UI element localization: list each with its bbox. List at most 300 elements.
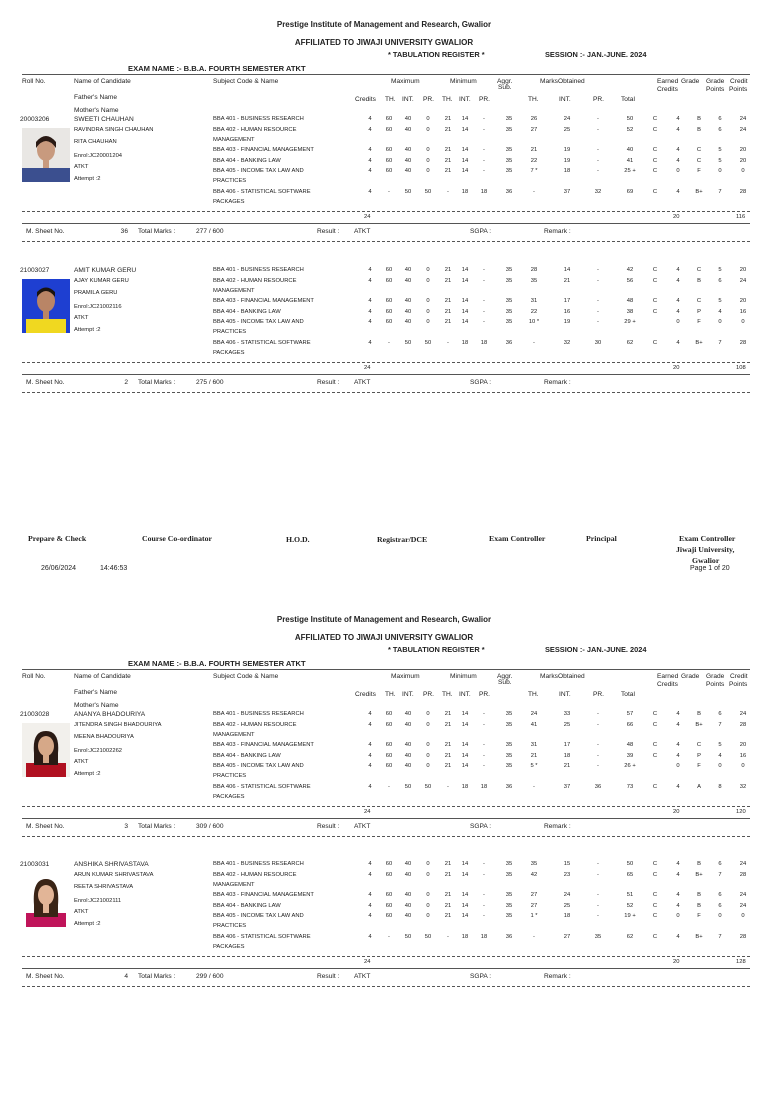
subject-mth: 60 bbox=[385, 722, 393, 728]
enrolment-number: Enrol:JC21002262 bbox=[74, 748, 123, 754]
subject-gp: 6 bbox=[718, 116, 722, 122]
subject-ec: 4 bbox=[676, 298, 680, 304]
column-header-th: TH. bbox=[385, 691, 396, 698]
subject-nint: 14 bbox=[461, 158, 469, 164]
subject-npr: - bbox=[483, 168, 485, 174]
mother-name: MEENA BHADOURIYA bbox=[74, 734, 134, 740]
subject-oint: 33 bbox=[563, 711, 571, 717]
header-rule bbox=[22, 669, 750, 670]
subject-cp: 0 bbox=[741, 168, 745, 174]
subject-mint: 40 bbox=[404, 147, 412, 153]
subject-name: BBA 403 - FINANCIAL MANAGEMENT bbox=[213, 298, 314, 304]
subject-c: 4 bbox=[368, 742, 372, 748]
subject-g: P bbox=[697, 309, 701, 315]
subject-c: 4 bbox=[368, 158, 372, 164]
subject-ec: 4 bbox=[676, 722, 680, 728]
subject-mpr: 0 bbox=[426, 892, 430, 898]
subject-ec: 4 bbox=[676, 784, 680, 790]
column-header-points2: Points bbox=[729, 86, 748, 93]
subject-npr: - bbox=[483, 319, 485, 325]
subject-gp: 6 bbox=[718, 903, 722, 909]
subject-oth: 27 bbox=[530, 892, 538, 898]
subject-cp: 16 bbox=[739, 309, 747, 315]
subject-oint: 17 bbox=[563, 298, 571, 304]
total-earned-credits: 20 bbox=[673, 959, 680, 965]
subject-nint: 18 bbox=[461, 934, 469, 940]
subject-nth: - bbox=[447, 784, 449, 790]
attempt-count: Attempt :2 bbox=[74, 771, 101, 777]
subject-mint: 50 bbox=[404, 934, 412, 940]
subject-mpr: 0 bbox=[426, 903, 430, 909]
subject-nth: 21 bbox=[444, 147, 452, 153]
subject-tot: 69 bbox=[626, 189, 634, 195]
subject-npr: - bbox=[483, 903, 485, 909]
subject-mpr: 0 bbox=[426, 872, 430, 878]
subject-oth: 24 bbox=[530, 711, 538, 717]
column-header-father: Father's Name bbox=[74, 689, 118, 696]
subject-cp: 28 bbox=[739, 872, 747, 878]
subject-fl: C bbox=[652, 127, 658, 133]
subject-g: C bbox=[696, 298, 702, 304]
subject-oint: 16 bbox=[563, 309, 571, 315]
subject-c: 4 bbox=[368, 278, 372, 284]
subject-nth: 21 bbox=[444, 278, 452, 284]
subject-fl: C bbox=[652, 158, 658, 164]
institute-title: Prestige Institute of Management and Research, Gwalior bbox=[276, 20, 492, 29]
column-header-marks_obtained: MarksObtained bbox=[540, 78, 585, 85]
subject-mint: 40 bbox=[404, 298, 412, 304]
column-header-credits: Credits bbox=[355, 691, 376, 698]
subject-opr: - bbox=[597, 147, 599, 153]
subject-name: BBA 401 - BUSINESS RESEARCH bbox=[213, 267, 304, 273]
column-header-th: TH. bbox=[442, 691, 453, 698]
msheet-number: 4 bbox=[124, 973, 128, 980]
subject-npr: - bbox=[483, 267, 485, 273]
subject-g: C bbox=[696, 742, 702, 748]
msheet-number: 36 bbox=[120, 228, 128, 235]
subject-c: 4 bbox=[368, 722, 372, 728]
subject-opr: - bbox=[597, 711, 599, 717]
subject-nth: 21 bbox=[444, 319, 452, 325]
subject-ag: 35 bbox=[505, 892, 513, 898]
column-header-roll: Roll No. bbox=[22, 78, 46, 85]
subject-nint: 14 bbox=[461, 892, 469, 898]
subject-nth: 21 bbox=[444, 168, 452, 174]
subject-ag: 35 bbox=[505, 298, 513, 304]
subject-g: B+ bbox=[695, 340, 703, 346]
subject-ag: 35 bbox=[505, 319, 513, 325]
subject-ec: 4 bbox=[676, 158, 680, 164]
subject-fl: C bbox=[652, 784, 658, 790]
subject-oint: 21 bbox=[563, 763, 571, 769]
subject-mpr: 0 bbox=[426, 753, 430, 759]
subject-cp: 20 bbox=[739, 298, 747, 304]
total-credit-points: 120 bbox=[736, 809, 746, 815]
subject-mint: 40 bbox=[404, 742, 412, 748]
subject-cp: 0 bbox=[741, 913, 745, 919]
subject-ec: 4 bbox=[676, 147, 680, 153]
subject-name-cont: PRACTICES bbox=[213, 329, 247, 335]
subject-gp: 7 bbox=[718, 189, 722, 195]
subject-mpr: 0 bbox=[426, 298, 430, 304]
subject-ag: 35 bbox=[505, 116, 513, 122]
subject-oint: 15 bbox=[563, 861, 571, 867]
subject-oth: 28 bbox=[530, 267, 538, 273]
subject-g: A bbox=[697, 784, 701, 790]
subject-ec: 4 bbox=[676, 267, 680, 273]
sgpa-label: SGPA : bbox=[470, 228, 492, 235]
subject-name: BBA 401 - BUSINESS RESEARCH bbox=[213, 711, 304, 717]
subject-ec: 0 bbox=[676, 763, 680, 769]
subject-fl: C bbox=[652, 309, 658, 315]
subject-mpr: 0 bbox=[426, 267, 430, 273]
candidate-name: SWEETI CHAUHAN bbox=[74, 116, 134, 123]
subject-mth: 60 bbox=[385, 168, 393, 174]
column-header-pr: PR. bbox=[593, 96, 604, 103]
subject-g: B bbox=[697, 903, 701, 909]
subject-fl: C bbox=[652, 913, 658, 919]
sig-univ-controller: Exam Controller bbox=[679, 534, 736, 543]
record-end-divider bbox=[22, 241, 750, 242]
candidate-status: ATKT bbox=[74, 909, 89, 915]
subject-cp: 0 bbox=[741, 763, 745, 769]
subject-nth: - bbox=[447, 934, 449, 940]
subject-nth: 21 bbox=[444, 913, 452, 919]
subject-oint: 24 bbox=[563, 892, 571, 898]
total-credit-points: 108 bbox=[736, 365, 746, 371]
subject-ag: 35 bbox=[505, 147, 513, 153]
subject-mint: 40 bbox=[404, 319, 412, 325]
subject-tot: 29 + bbox=[624, 319, 636, 325]
subject-fl: C bbox=[652, 340, 658, 346]
subject-nint: 14 bbox=[461, 168, 469, 174]
subject-tot: 39 bbox=[626, 753, 634, 759]
remark-label: Remark : bbox=[544, 228, 571, 235]
subject-oth: 27 bbox=[530, 127, 538, 133]
subject-gp: 0 bbox=[718, 319, 722, 325]
subject-nth: 21 bbox=[444, 872, 452, 878]
subject-ag: 35 bbox=[505, 763, 513, 769]
enrolment-number: Enrol:JC20001204 bbox=[74, 153, 123, 159]
summary-rule bbox=[22, 968, 750, 969]
subject-mth: - bbox=[388, 784, 390, 790]
subject-ag: 35 bbox=[505, 722, 513, 728]
subject-fl: C bbox=[652, 168, 658, 174]
subject-oth: - bbox=[533, 784, 535, 790]
subject-c: 4 bbox=[368, 903, 372, 909]
subject-cp: 28 bbox=[739, 189, 747, 195]
candidate-photo bbox=[22, 873, 70, 927]
subject-g: B+ bbox=[695, 189, 703, 195]
column-header-grade2: Grade bbox=[706, 78, 725, 85]
subject-oth: 1 * bbox=[530, 913, 538, 919]
subject-opr: 32 bbox=[594, 189, 602, 195]
subject-gp: 5 bbox=[718, 147, 722, 153]
subject-opr: - bbox=[597, 861, 599, 867]
column-header-credit: Credit bbox=[730, 78, 748, 85]
sig-univ-city: Gwalior bbox=[692, 556, 720, 565]
subject-nint: 14 bbox=[461, 913, 469, 919]
subject-oint: 19 bbox=[563, 147, 571, 153]
sgpa-label: SGPA : bbox=[470, 973, 492, 980]
subject-gp: 5 bbox=[718, 267, 722, 273]
subject-nth: 21 bbox=[444, 753, 452, 759]
summary-rule bbox=[22, 374, 750, 375]
column-header-name: Name of Candidate bbox=[74, 673, 131, 680]
subject-oth: - bbox=[533, 934, 535, 940]
remark-label: Remark : bbox=[544, 973, 571, 980]
subject-gp: 7 bbox=[718, 872, 722, 878]
subject-npr: - bbox=[483, 753, 485, 759]
subject-nth: 21 bbox=[444, 742, 452, 748]
result-value: ATKT bbox=[354, 823, 371, 830]
subject-tot: 42 bbox=[626, 267, 634, 273]
subject-gp: 6 bbox=[718, 127, 722, 133]
subject-mth: 60 bbox=[385, 147, 393, 153]
subject-npr: - bbox=[483, 711, 485, 717]
subject-nint: 14 bbox=[461, 763, 469, 769]
subject-nint: 14 bbox=[461, 278, 469, 284]
subject-name: BBA 402 - HUMAN RESOURCE bbox=[213, 127, 297, 133]
column-header-mother: Mother's Name bbox=[74, 702, 119, 709]
subject-gp: 0 bbox=[718, 763, 722, 769]
column-header-maximum: Maximum bbox=[391, 673, 420, 680]
subject-ag: 35 bbox=[505, 753, 513, 759]
column-header-th: TH. bbox=[528, 691, 539, 698]
subject-mth: 60 bbox=[385, 158, 393, 164]
attempt-count: Attempt :2 bbox=[74, 327, 101, 333]
total-marks: 309 / 600 bbox=[196, 823, 224, 830]
subject-mth: 60 bbox=[385, 913, 393, 919]
remark-label: Remark : bbox=[544, 823, 571, 830]
subject-nth: 21 bbox=[444, 711, 452, 717]
subject-name-cont: PACKAGES bbox=[213, 794, 245, 800]
subject-opr: - bbox=[597, 158, 599, 164]
subject-nint: 14 bbox=[461, 742, 469, 748]
subject-name: BBA 406 - STATISTICAL SOFTWARE bbox=[213, 934, 311, 940]
subject-tot: 50 bbox=[626, 861, 634, 867]
subject-oth: - bbox=[533, 189, 535, 195]
subject-tot: 48 bbox=[626, 298, 634, 304]
subject-ag: 35 bbox=[505, 872, 513, 878]
subject-oint: 37 bbox=[563, 784, 571, 790]
column-header-sub: Sub. bbox=[498, 84, 512, 91]
column-header-points: Points bbox=[706, 86, 725, 93]
subject-g: B bbox=[697, 861, 701, 867]
subject-g: P bbox=[697, 753, 701, 759]
subject-tot: 50 bbox=[626, 116, 634, 122]
subject-oth: 31 bbox=[530, 742, 538, 748]
subject-oth: 22 bbox=[530, 158, 538, 164]
subject-g: C bbox=[696, 158, 702, 164]
column-header-pr: PR. bbox=[423, 691, 434, 698]
exam-name: EXAM NAME :- B.B.A. FOURTH SEMESTER ATKT bbox=[128, 64, 306, 73]
subject-oint: 14 bbox=[563, 267, 571, 273]
subject-gp: 7 bbox=[718, 934, 722, 940]
subject-ec: 4 bbox=[676, 742, 680, 748]
subject-c: 4 bbox=[368, 267, 372, 273]
subject-nth: - bbox=[447, 189, 449, 195]
subject-mth: - bbox=[388, 340, 390, 346]
subject-mpr: 0 bbox=[426, 168, 430, 174]
subject-mint: 40 bbox=[404, 127, 412, 133]
register-title: * TABULATION REGISTER * bbox=[388, 50, 485, 59]
subject-mpr: 0 bbox=[426, 278, 430, 284]
subject-opr: - bbox=[597, 309, 599, 315]
subject-fl: C bbox=[652, 278, 658, 284]
column-header-int: INT. bbox=[459, 691, 471, 698]
subject-fl: C bbox=[652, 742, 658, 748]
subject-c: 4 bbox=[368, 913, 372, 919]
subject-cp: 32 bbox=[739, 784, 747, 790]
record-end-divider bbox=[22, 392, 750, 393]
father-name: ARUN KUMAR SHRIVASTAVA bbox=[74, 872, 154, 878]
subject-ag: 35 bbox=[505, 913, 513, 919]
session: SESSION :- JAN.-JUNE. 2024 bbox=[545, 50, 647, 59]
subject-mint: 50 bbox=[404, 784, 412, 790]
subject-c: 4 bbox=[368, 340, 372, 346]
result-label: Result : bbox=[317, 379, 340, 386]
sgpa-label: SGPA : bbox=[470, 379, 492, 386]
subject-g: B bbox=[697, 892, 701, 898]
subject-mth: 60 bbox=[385, 711, 393, 717]
subject-nth: 21 bbox=[444, 298, 452, 304]
subject-opr: - bbox=[597, 319, 599, 325]
subject-gp: 0 bbox=[718, 168, 722, 174]
subject-fl: C bbox=[652, 147, 658, 153]
sig-hod: H.O.D. bbox=[286, 535, 310, 544]
subject-oint: 37 bbox=[563, 189, 571, 195]
subject-mth: 60 bbox=[385, 753, 393, 759]
subject-ec: 4 bbox=[676, 278, 680, 284]
subject-gp: 6 bbox=[718, 278, 722, 284]
subject-mpr: 50 bbox=[424, 189, 432, 195]
subject-mint: 40 bbox=[404, 158, 412, 164]
subject-oth: 35 bbox=[530, 861, 538, 867]
result-value: ATKT bbox=[354, 228, 371, 235]
subject-tot: 56 bbox=[626, 278, 634, 284]
subject-cp: 24 bbox=[739, 861, 747, 867]
subject-oint: 25 bbox=[563, 722, 571, 728]
column-header-grade: Grade bbox=[681, 78, 700, 85]
subject-mpr: 0 bbox=[426, 711, 430, 717]
column-header-mother: Mother's Name bbox=[74, 107, 119, 114]
subject-oint: 19 bbox=[563, 158, 571, 164]
total-credits: 24 bbox=[364, 959, 371, 965]
subject-name: BBA 403 - FINANCIAL MANAGEMENT bbox=[213, 742, 314, 748]
candidate-photo bbox=[22, 128, 70, 182]
subject-opr: - bbox=[597, 753, 599, 759]
subject-nth: 21 bbox=[444, 763, 452, 769]
subject-oint: 27 bbox=[563, 934, 571, 940]
subject-g: C bbox=[696, 267, 702, 273]
subject-tot: 48 bbox=[626, 742, 634, 748]
subject-npr: 18 bbox=[480, 340, 488, 346]
subject-nint: 14 bbox=[461, 711, 469, 717]
subject-opr: 35 bbox=[594, 934, 602, 940]
subject-mint: 40 bbox=[404, 763, 412, 769]
subject-tot: 52 bbox=[626, 903, 634, 909]
record-divider bbox=[22, 806, 750, 807]
roll-number: 20003206 bbox=[20, 116, 50, 123]
subject-fl: C bbox=[652, 753, 658, 759]
subject-fl: C bbox=[652, 903, 658, 909]
subject-mpr: 0 bbox=[426, 319, 430, 325]
subject-oth: 26 bbox=[530, 116, 538, 122]
subject-gp: 5 bbox=[718, 298, 722, 304]
column-header-earned: Earned bbox=[657, 673, 679, 680]
subject-gp: 7 bbox=[718, 340, 722, 346]
column-header-earned: Earned bbox=[657, 78, 679, 85]
column-header-grade: Grade bbox=[681, 673, 700, 680]
subject-opr: - bbox=[597, 903, 599, 909]
subject-name-cont: PRACTICES bbox=[213, 773, 247, 779]
subject-mpr: 0 bbox=[426, 127, 430, 133]
subject-nth: 21 bbox=[444, 861, 452, 867]
column-header-name: Name of Candidate bbox=[74, 78, 131, 85]
subject-mint: 40 bbox=[404, 913, 412, 919]
result-value: ATKT bbox=[354, 379, 371, 386]
subject-opr: - bbox=[597, 763, 599, 769]
candidate-status: ATKT bbox=[74, 759, 89, 765]
subject-gp: 6 bbox=[718, 892, 722, 898]
subject-nint: 14 bbox=[461, 872, 469, 878]
subject-oint: 18 bbox=[563, 168, 571, 174]
subject-ag: 35 bbox=[505, 711, 513, 717]
subject-nth: 21 bbox=[444, 267, 452, 273]
subject-c: 4 bbox=[368, 753, 372, 759]
column-header-marks_obtained: MarksObtained bbox=[540, 673, 585, 680]
subject-nint: 18 bbox=[461, 189, 469, 195]
subject-cp: 24 bbox=[739, 711, 747, 717]
subject-mpr: 0 bbox=[426, 116, 430, 122]
record-end-divider bbox=[22, 836, 750, 837]
subject-nth: 21 bbox=[444, 309, 452, 315]
total-credits: 24 bbox=[364, 214, 371, 220]
column-header-credit: Credit bbox=[730, 673, 748, 680]
subject-cp: 16 bbox=[739, 753, 747, 759]
father-name: AJAY KUMAR GERU bbox=[74, 278, 129, 284]
subject-name: BBA 405 - INCOME TAX LAW AND bbox=[213, 319, 304, 325]
subject-oth: 22 bbox=[530, 309, 538, 315]
column-header-pr: PR. bbox=[479, 96, 490, 103]
column-header-pr: PR. bbox=[479, 691, 490, 698]
candidate-status: ATKT bbox=[74, 164, 89, 170]
subject-npr: - bbox=[483, 861, 485, 867]
subject-mpr: 0 bbox=[426, 763, 430, 769]
subject-nth: 21 bbox=[444, 722, 452, 728]
total-marks: 277 / 600 bbox=[196, 228, 224, 235]
subject-gp: 5 bbox=[718, 742, 722, 748]
subject-oth: 42 bbox=[530, 872, 538, 878]
subject-name-cont: PACKAGES bbox=[213, 944, 245, 950]
subject-name: BBA 405 - INCOME TAX LAW AND bbox=[213, 168, 304, 174]
column-header-total: Total bbox=[621, 96, 635, 103]
subject-oint: 19 bbox=[563, 319, 571, 325]
subject-opr: 36 bbox=[594, 784, 602, 790]
subject-npr: - bbox=[483, 298, 485, 304]
subject-mth: 60 bbox=[385, 319, 393, 325]
subject-npr: - bbox=[483, 127, 485, 133]
subject-oint: 23 bbox=[563, 872, 571, 878]
subject-name: BBA 405 - INCOME TAX LAW AND bbox=[213, 763, 304, 769]
subject-mint: 40 bbox=[404, 753, 412, 759]
subject-c: 4 bbox=[368, 116, 372, 122]
subject-mth: - bbox=[388, 189, 390, 195]
subject-oth: 31 bbox=[530, 298, 538, 304]
subject-g: F bbox=[697, 319, 701, 325]
subject-npr: - bbox=[483, 722, 485, 728]
